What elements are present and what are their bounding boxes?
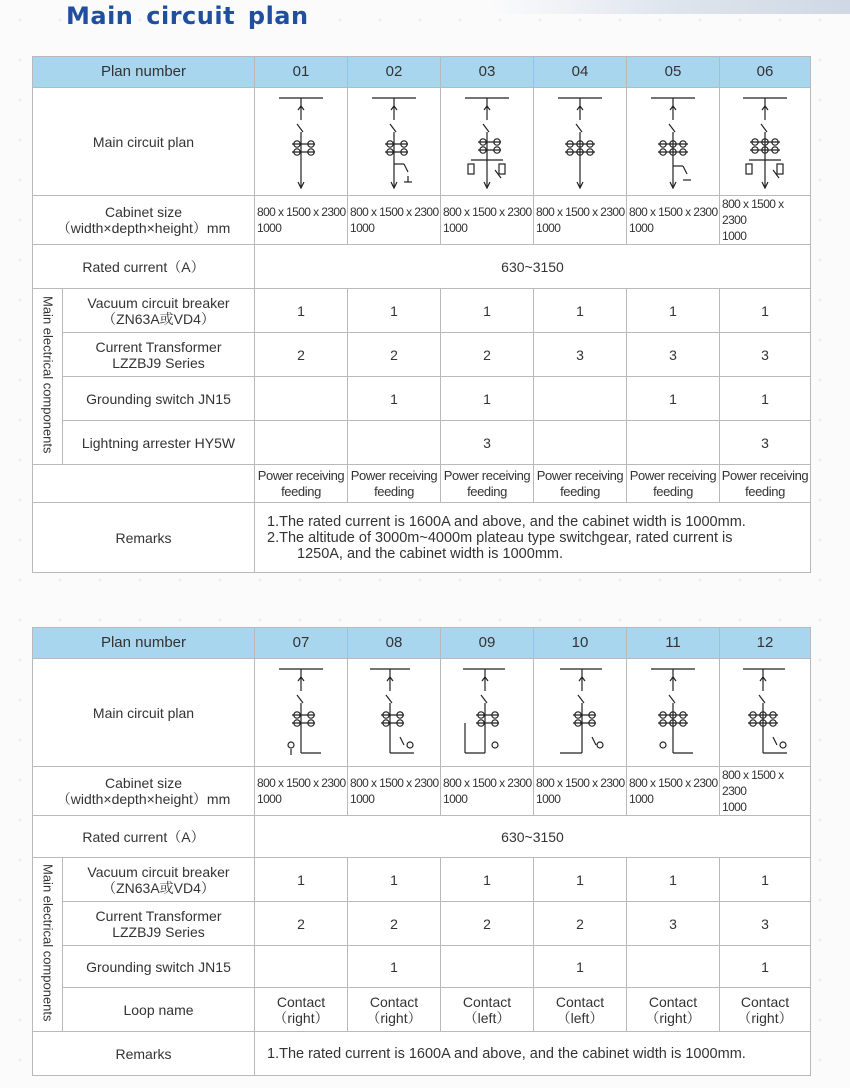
circuit-diagram-12 — [720, 659, 811, 767]
cabinet-size-value: 800 x 1500 x 2300 1000 — [255, 767, 348, 816]
vcb-qty: 1 — [348, 289, 441, 333]
vcb-qty: 1 — [720, 858, 811, 902]
vcb-qty: 1 — [441, 858, 534, 902]
gs-qty: 1 — [348, 377, 441, 421]
gs-qty: 1 — [627, 377, 720, 421]
rated-current-label: Rated current（A） — [33, 245, 255, 289]
cabinet-size-value: 800 x 1500 x 2300 1000 — [627, 196, 720, 245]
use-value: Power receiving feeding — [255, 465, 348, 503]
circuit-diagram-06 — [720, 88, 811, 196]
vcb-qty: 1 — [720, 289, 811, 333]
cabinet-size-value: 800 x 1500 x 2300 1000 — [348, 767, 441, 816]
circuit-diagram-icon — [550, 663, 610, 763]
cabinet-size-value: 800 x 1500 x 2300 1000 — [255, 196, 348, 245]
loop-name-value: Contact （left） — [441, 988, 534, 1032]
la-qty — [348, 421, 441, 465]
gs-qty — [255, 946, 348, 988]
loop-name-value: Contact （right） — [627, 988, 720, 1032]
main-circuit-label: Main circuit plan — [33, 659, 255, 767]
remarks-row — [33, 503, 811, 573]
plan-number: 08 — [348, 628, 441, 659]
main-circuit-label: Main circuit plan — [33, 88, 255, 196]
current-transformer-row — [33, 333, 811, 377]
rated-current-row — [33, 245, 811, 289]
plan-number: 01 — [255, 57, 348, 88]
grounding-switch-row — [33, 377, 811, 421]
use-value: Power receiving feeding — [348, 465, 441, 503]
ct-qty: 2 — [255, 902, 348, 946]
vacuum-breaker-row — [33, 858, 811, 902]
plan-number-row — [33, 628, 811, 659]
cabinet-size-value: 800 x 1500 x 2300 1000 — [534, 767, 627, 816]
gs-qty: 1 — [441, 377, 534, 421]
la-label: Lightning arrester HY5W — [63, 421, 255, 465]
plan-number: 06 — [720, 57, 811, 88]
circuit-diagram-08 — [348, 659, 441, 767]
gs-qty — [534, 377, 627, 421]
current-transformer-row — [33, 902, 811, 946]
loop-name-row — [33, 988, 811, 1032]
vacuum-breaker-row — [33, 289, 811, 333]
cabinet-size-value: 800 x 1500 x 2300 1000 — [534, 196, 627, 245]
remarks-text: 1.The rated current is 1600A and above, and the cabinet width is 1000mm. 2.The altitude of 3000m~4000m plateau type switchgear, rated current is 1250A, and the cabinet width is 1000mm. — [255, 503, 811, 573]
plan-number: 03 — [441, 57, 534, 88]
la-qty — [255, 421, 348, 465]
circuit-diagram-03 — [441, 88, 534, 196]
loop-name-value: Contact （right） — [255, 988, 348, 1032]
ct-qty: 3 — [627, 333, 720, 377]
cabinet-size-row — [33, 196, 811, 245]
ct-label: Current Transformer LZZBJ9 Series — [63, 333, 255, 377]
cabinet-size-value: 800 x 1500 x 2300 1000 — [348, 196, 441, 245]
ct-qty: 2 — [441, 333, 534, 377]
ct-qty: 2 — [255, 333, 348, 377]
circuit-diagram-icon — [364, 663, 424, 763]
rated-current-value: 630~3150 — [255, 816, 811, 858]
plan-number: 07 — [255, 628, 348, 659]
loop-name-label: Loop name — [63, 988, 255, 1032]
gs-label: Grounding switch JN15 — [63, 946, 255, 988]
ct-qty: 3 — [720, 902, 811, 946]
gs-qty — [441, 946, 534, 988]
circuit-diagram-01 — [255, 88, 348, 196]
use-value: Power receiving feeding — [534, 465, 627, 503]
vcb-label: Vacuum circuit breaker （ZN63A或VD4） — [63, 289, 255, 333]
gs-qty: 1 — [720, 377, 811, 421]
remarks-label: Remarks — [33, 503, 255, 573]
ct-qty: 3 — [627, 902, 720, 946]
la-qty: 3 — [720, 421, 811, 465]
circuit-plan-table-1 — [32, 56, 811, 573]
circuit-diagram-02 — [348, 88, 441, 196]
circuit-diagram-icon — [457, 663, 517, 763]
ct-qty: 2 — [534, 902, 627, 946]
vcb-qty: 1 — [627, 289, 720, 333]
circuit-diagram-icon — [643, 92, 703, 192]
vcb-qty: 1 — [255, 289, 348, 333]
plan-number: 12 — [720, 628, 811, 659]
grounding-switch-row — [33, 946, 811, 988]
cabinet-size-label: Cabinet size （width×depth×height）mm — [33, 196, 255, 245]
circuit-diagram-10 — [534, 659, 627, 767]
la-qty: 3 — [441, 421, 534, 465]
la-qty — [627, 421, 720, 465]
circuit-plan-table-2 — [32, 627, 811, 1076]
page-title: Main circuit plan — [66, 2, 309, 30]
gs-qty — [255, 377, 348, 421]
loop-name-value: Contact （right） — [720, 988, 811, 1032]
gs-qty — [627, 946, 720, 988]
ct-qty: 3 — [720, 333, 811, 377]
cabinet-size-value: 800 x 1500 x 2300 1000 — [627, 767, 720, 816]
rated-current-label: Rated current（A） — [33, 816, 255, 858]
circuit-diagram-icon — [735, 92, 795, 192]
plan-number: 10 — [534, 628, 627, 659]
gs-qty: 1 — [720, 946, 811, 988]
circuit-diagram-icon — [271, 663, 331, 763]
plan-number-row — [33, 57, 811, 88]
loop-name-value: Contact （left） — [534, 988, 627, 1032]
remarks-label: Remarks — [33, 1032, 255, 1076]
components-group — [33, 858, 63, 1032]
circuit-diagram-icon — [643, 663, 703, 763]
cabinet-size-label: Cabinet size （width×depth×height）mm — [33, 767, 255, 816]
gs-label: Grounding switch JN15 — [63, 377, 255, 421]
circuit-diagram-row — [33, 88, 811, 196]
ct-qty: 2 — [441, 902, 534, 946]
ct-label: Current Transformer LZZBJ9 Series — [63, 902, 255, 946]
ct-qty: 2 — [348, 333, 441, 377]
use-label — [33, 465, 255, 503]
circuit-diagram-icon — [735, 663, 795, 763]
cabinet-size-row — [33, 767, 811, 816]
gs-qty: 1 — [348, 946, 441, 988]
cabinet-size-value: 800 x 1500 x 2300 1000 — [441, 196, 534, 245]
ct-qty: 3 — [534, 333, 627, 377]
rated-current-row — [33, 816, 811, 858]
circuit-diagram-11 — [627, 659, 720, 767]
plan-number: 09 — [441, 628, 534, 659]
plan-number-label: Plan number — [33, 57, 255, 88]
rated-current-value: 630~3150 — [255, 245, 811, 289]
circuit-diagram-07 — [255, 659, 348, 767]
circuit-diagram-05 — [627, 88, 720, 196]
vcb-label: Vacuum circuit breaker （ZN63A或VD4） — [63, 858, 255, 902]
vcb-qty: 1 — [534, 289, 627, 333]
plan-number: 04 — [534, 57, 627, 88]
plan-number: 02 — [348, 57, 441, 88]
vcb-qty: 1 — [348, 858, 441, 902]
plan-number: 05 — [627, 57, 720, 88]
remarks-text: 1.The rated current is 1600A and above, and the cabinet width is 1000mm. — [255, 1032, 811, 1076]
components-label: Main electrical components — [40, 296, 56, 454]
decorative-swoosh — [490, 0, 850, 14]
vcb-qty: 1 — [534, 858, 627, 902]
plan-number-label: Plan number — [33, 628, 255, 659]
components-label: Main electrical components — [40, 864, 56, 1022]
vcb-qty: 1 — [441, 289, 534, 333]
circuit-diagram-09 — [441, 659, 534, 767]
gs-qty: 1 — [534, 946, 627, 988]
cabinet-size-value: 800 x 1500 x 2300 1000 — [720, 196, 811, 245]
ct-qty: 2 — [348, 902, 441, 946]
cabinet-size-value: 800 x 1500 x 2300 1000 — [720, 767, 811, 816]
circuit-diagram-icon — [364, 92, 424, 192]
cabinet-size-value: 800 x 1500 x 2300 1000 — [441, 767, 534, 816]
circuit-diagram-04 — [534, 88, 627, 196]
lightning-arrester-row — [33, 421, 811, 465]
use-row — [33, 465, 811, 503]
vcb-qty: 1 — [627, 858, 720, 902]
remarks-row — [33, 1032, 811, 1076]
circuit-diagram-icon — [271, 92, 331, 192]
use-value: Power receiving feeding — [720, 465, 811, 503]
use-value: Power receiving feeding — [627, 465, 720, 503]
components-group — [33, 289, 63, 465]
use-value: Power receiving feeding — [441, 465, 534, 503]
vcb-qty: 1 — [255, 858, 348, 902]
loop-name-value: Contact （right） — [348, 988, 441, 1032]
plan-number: 11 — [627, 628, 720, 659]
circuit-diagram-icon — [457, 92, 517, 192]
circuit-diagram-icon — [550, 92, 610, 192]
la-qty — [534, 421, 627, 465]
circuit-diagram-row — [33, 659, 811, 767]
